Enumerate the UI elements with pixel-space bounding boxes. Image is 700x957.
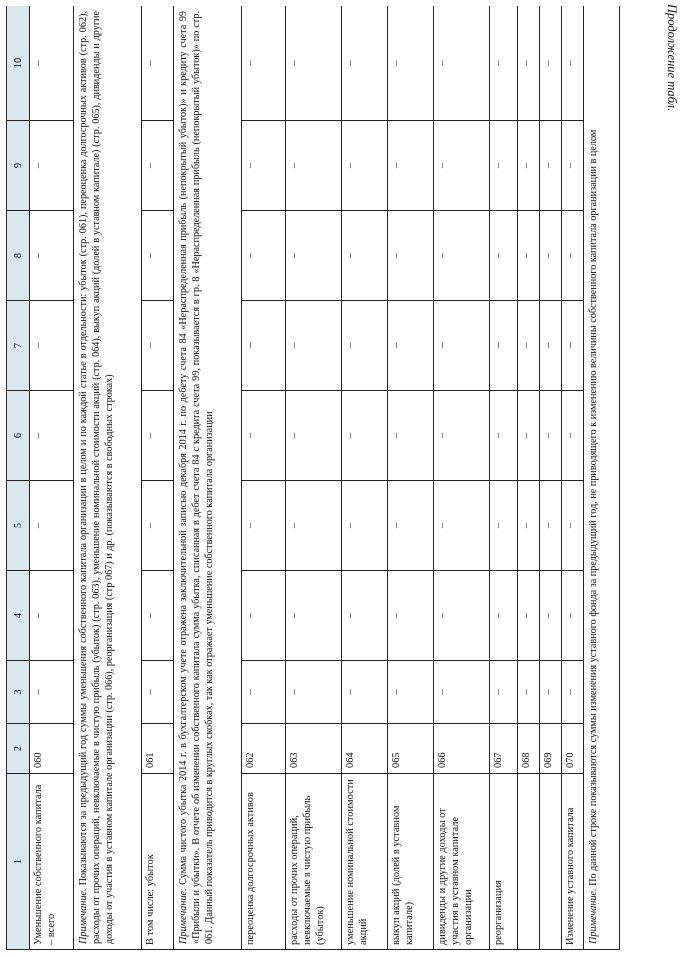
header-cell: 9	[7, 121, 30, 211]
value-cell: –	[286, 661, 342, 724]
header-row	[7, 6, 30, 950]
value-cell: –	[342, 211, 388, 301]
value-cell: –	[242, 301, 286, 391]
header-cell: 7	[7, 301, 30, 391]
row-label: В том числе: убыток	[142, 774, 174, 950]
row-label	[540, 774, 562, 950]
value-cell: –	[30, 6, 74, 121]
value-cell: –	[388, 391, 434, 481]
value-cell: –	[490, 211, 518, 301]
row-label: реорганизация	[490, 774, 518, 950]
note-text: По данной строке показываются суммы изменения уставного фонда за предыдущий год, не приводящего к изменению величины собственного капитала организации в целом	[588, 129, 599, 886]
note-text: Сумма чистого убытка 2014 г. в бухгалтерском учете отражена заключительной записью декабря 2014 г. по дебету счета 84 «Нераспределенная прибыль (непокрытый убыток)» и кредиту счета 99 «Прибыли и убытки». В отчете об изменении собственного капитала сумма убытка, списанная в дебет счета 84 с кредита счета 99, показывается в гр. 8 «Нераспределенная прибыль (непокрытый убыток)» по стр. 061. Данный показатель приводится в круглых скобках, так как отражает уменьшение собственного капитала организации	[178, 10, 216, 944]
value-cell: –	[142, 301, 174, 391]
row-code: 065	[388, 724, 434, 774]
value-cell: –	[490, 391, 518, 481]
header-cell: 4	[7, 571, 30, 661]
value-cell: –	[30, 121, 74, 211]
header-cell: 3	[7, 661, 30, 724]
value-cell: –	[342, 661, 388, 724]
rotated-table-wrapper	[6, 6, 656, 950]
value-cell: –	[286, 391, 342, 481]
row-code: 070	[562, 724, 584, 774]
value-cell: –	[490, 661, 518, 724]
row-code: 060	[30, 724, 74, 774]
value-cell: –	[242, 661, 286, 724]
row-label: выкуп акций (долей в уставном капитале)	[388, 774, 434, 950]
value-cell: –	[562, 391, 584, 481]
value-cell: –	[518, 571, 540, 661]
value-cell: –	[540, 121, 562, 211]
value-cell: –	[518, 211, 540, 301]
value-cell: –	[30, 481, 74, 571]
value-cell: –	[434, 121, 490, 211]
row-code: 067	[490, 724, 518, 774]
note-cell	[174, 6, 242, 950]
value-cell: –	[388, 661, 434, 724]
table-caption	[656, 0, 700, 957]
value-cell: –	[286, 481, 342, 571]
value-cell: –	[30, 661, 74, 724]
value-cell: –	[490, 301, 518, 391]
row-label: Уменьшение собственного капитала – всего	[30, 774, 74, 950]
value-cell: –	[342, 391, 388, 481]
value-cell: –	[388, 481, 434, 571]
caption-text: Продолжение табл.	[665, 4, 679, 112]
row-label	[518, 774, 540, 950]
value-cell: –	[142, 571, 174, 661]
header-cell: 6	[7, 391, 30, 481]
note-cell	[74, 6, 142, 950]
value-cell: –	[540, 301, 562, 391]
header-cell: 1	[7, 774, 30, 950]
table-row	[286, 6, 342, 950]
value-cell: –	[242, 391, 286, 481]
value-cell: –	[342, 571, 388, 661]
value-cell: –	[540, 571, 562, 661]
value-cell: –	[490, 6, 518, 121]
table-row	[242, 6, 286, 950]
value-cell: –	[434, 571, 490, 661]
value-cell: –	[562, 211, 584, 301]
note-row	[74, 6, 142, 950]
table-stage	[6, 6, 656, 950]
value-cell: –	[562, 661, 584, 724]
value-cell: –	[388, 121, 434, 211]
value-cell: –	[490, 571, 518, 661]
row-code: 064	[342, 724, 388, 774]
value-cell: –	[434, 211, 490, 301]
value-cell: –	[286, 211, 342, 301]
note-cell	[584, 6, 620, 950]
value-cell: –	[490, 481, 518, 571]
value-cell: –	[30, 571, 74, 661]
value-cell: –	[388, 6, 434, 121]
header-cell: 10	[7, 6, 30, 121]
value-cell: –	[342, 6, 388, 121]
note-row	[584, 6, 620, 950]
row-label: дивиденды и другие доходы от участия в уставном капитале организации	[434, 774, 490, 950]
row-label: уменьшение номинальной стоимости акций	[342, 774, 388, 950]
table-row	[388, 6, 434, 950]
value-cell: –	[142, 6, 174, 121]
header-cell: 5	[7, 481, 30, 571]
row-label: переоценка долгосрочных активов	[242, 774, 286, 950]
note-text: Показываются за предыдущий год суммы уменьшения собственного капитала организации в целом и по каждой статье в отдельности: убыток (стр. 061), переоценка долгосрочных активов (стр. 062), расходы от прочих операций, невключаемые в чистую прибыль (убыток) (стр. 063), уменьшение номинальной стоимости акций (стр. 064), выкуп акций (долей в уставном капитале) (стр. 065), дивиденды и другие доходы от участия в уставном капитале организации (стр. 066), реорганизация (стр 067) и др. (показываются в свободных строках)	[78, 10, 116, 944]
value-cell: –	[434, 391, 490, 481]
value-cell: –	[518, 391, 540, 481]
value-cell: –	[540, 481, 562, 571]
value-cell: –	[142, 211, 174, 301]
value-cell: –	[30, 301, 74, 391]
value-cell: –	[540, 391, 562, 481]
value-cell: –	[562, 301, 584, 391]
value-cell: –	[242, 211, 286, 301]
value-cell: –	[286, 6, 342, 121]
value-cell: –	[434, 6, 490, 121]
value-cell: –	[242, 6, 286, 121]
note-row	[174, 6, 242, 950]
row-code: 066	[434, 724, 490, 774]
value-cell: –	[562, 121, 584, 211]
table-row	[30, 6, 74, 950]
value-cell: –	[518, 6, 540, 121]
equity-changes-table	[6, 6, 620, 950]
value-cell: –	[562, 571, 584, 661]
value-cell: –	[342, 481, 388, 571]
value-cell: –	[242, 571, 286, 661]
row-label: Изменение уставного капитала	[562, 774, 584, 950]
note-prefix: Примечание.	[78, 888, 89, 944]
value-cell: –	[388, 211, 434, 301]
row-code: 069	[540, 724, 562, 774]
value-cell: –	[388, 571, 434, 661]
value-cell: –	[142, 391, 174, 481]
value-cell: –	[286, 301, 342, 391]
value-cell: –	[518, 121, 540, 211]
note-prefix: Примечание.	[178, 888, 189, 944]
row-code: 062	[242, 724, 286, 774]
value-cell: –	[540, 661, 562, 724]
value-cell: –	[342, 121, 388, 211]
value-cell: –	[388, 301, 434, 391]
header-cell: 2	[7, 724, 30, 774]
row-code: 061	[142, 724, 174, 774]
value-cell: –	[540, 6, 562, 121]
value-cell: –	[434, 301, 490, 391]
value-cell: –	[30, 391, 74, 481]
value-cell: –	[142, 121, 174, 211]
value-cell: –	[518, 301, 540, 391]
value-cell: –	[30, 211, 74, 301]
value-cell: –	[242, 121, 286, 211]
table-row	[434, 6, 490, 950]
table-row	[518, 6, 540, 950]
value-cell: –	[434, 481, 490, 571]
value-cell: –	[562, 6, 584, 121]
value-cell: –	[142, 661, 174, 724]
value-cell: –	[518, 661, 540, 724]
value-cell: –	[142, 481, 174, 571]
table-row	[540, 6, 562, 950]
value-cell: –	[342, 301, 388, 391]
note-prefix: Примечание.	[588, 888, 599, 944]
table-row	[342, 6, 388, 950]
row-label: расходы от прочих операций, невключаемые в чистую прибыль (убыток)	[286, 774, 342, 950]
table-row	[142, 6, 174, 950]
row-code: 068	[518, 724, 540, 774]
table-body	[7, 6, 620, 950]
value-cell: –	[286, 571, 342, 661]
value-cell: –	[242, 481, 286, 571]
value-cell: –	[434, 661, 490, 724]
value-cell: –	[490, 121, 518, 211]
value-cell: –	[540, 211, 562, 301]
table-row	[490, 6, 518, 950]
header-cell: 8	[7, 211, 30, 301]
value-cell: –	[518, 481, 540, 571]
value-cell: –	[562, 481, 584, 571]
value-cell: –	[286, 121, 342, 211]
row-code: 063	[286, 724, 342, 774]
table-row	[562, 6, 584, 950]
